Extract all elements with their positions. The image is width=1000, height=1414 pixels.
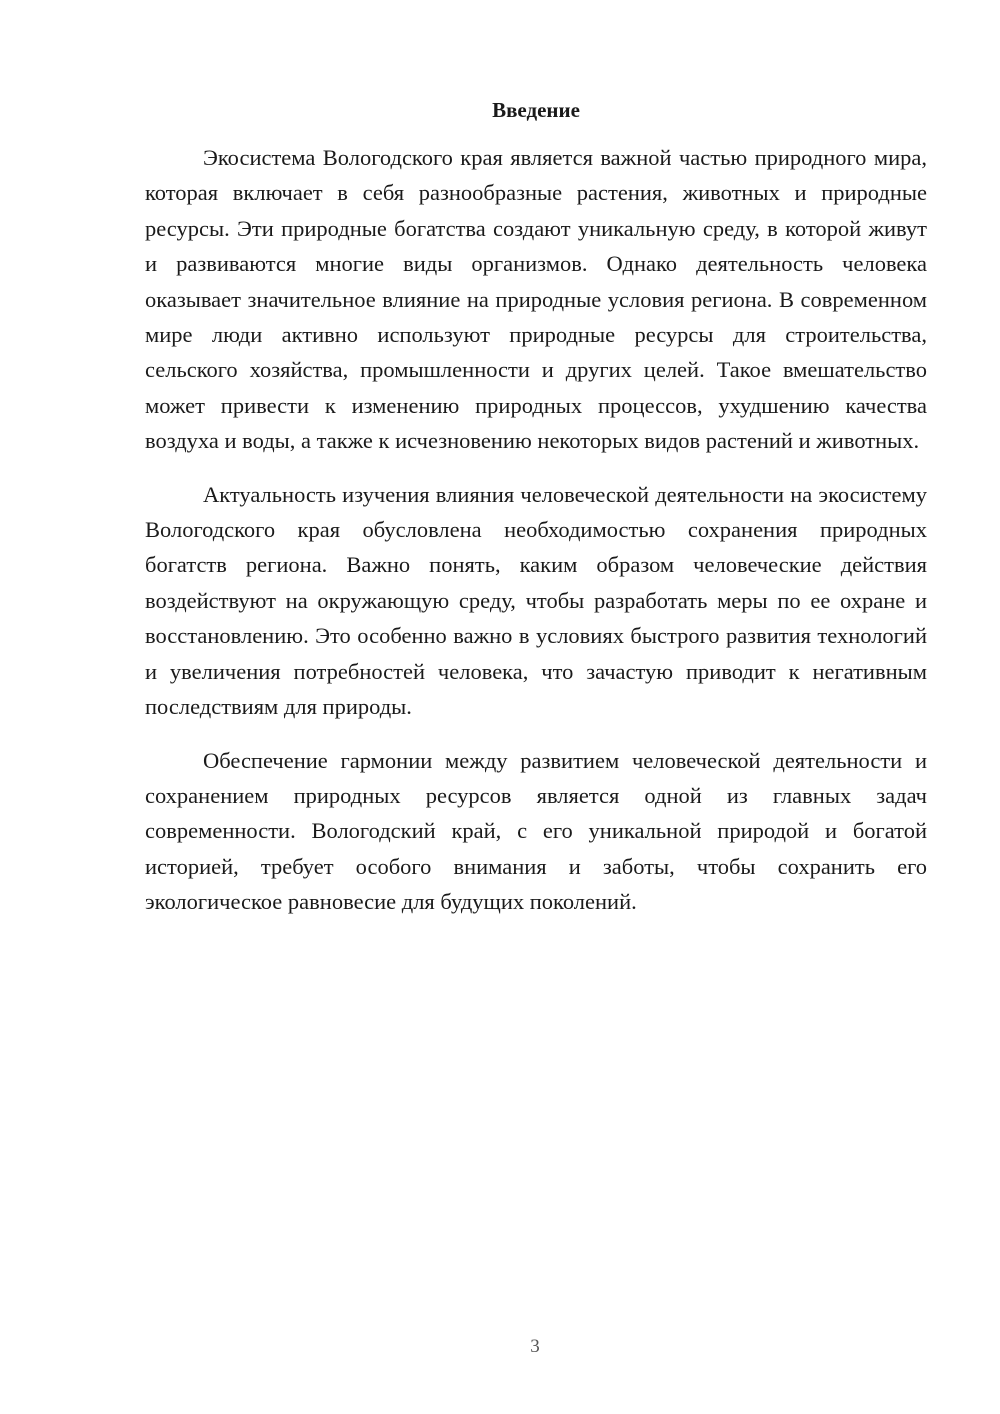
page-number: 3 <box>530 1336 540 1357</box>
paragraph-3: Обеспечение гармонии между развитием человеческой деятельности и сохранением природных ресурсов является одной из главных задач современности. Вологодский край, с его уникальной природой и богатой историей, требует особого внимания и заботы, чтобы сохранить его экологическое равновесие для будущих поколений. <box>145 747 927 915</box>
section-heading: Введение <box>492 98 580 122</box>
page-content <box>145 92 927 938</box>
paragraph-2: Актуальность изучения влияния человеческой деятельности на экосистему Вологодского края обусловлена необходимостью сохранения природных богатств региона. Важно понять, каким образом человеческие действия воздействуют на окружающую среду, чтобы разработать меры по ее охране и восстановлению. Это особенно важно в условиях быстрого развития технологий и увеличения потребностей человека, что зачастую приводит к негативным последствиям для природы. <box>145 481 927 720</box>
paragraph-1: Экосистема Вологодского края является важной частью природного мира, которая включает в себя разнообразные растения, животных и природные ресурсы. Эти природные богатства создают уникальную среду, в которой живут и развиваются многие виды организмов. Однако деятельность человека оказывает значительное влияние на природные условия региона. В современном мире люди активно используют природные ресурсы для строительства, сельского хозяйства, промышленности и других целей. Такое вмешательство может привести к изменению природных процессов, ухудшению качества воздуха и воды, а также к исчезновению некоторых видов растений и животных. <box>145 145 927 454</box>
